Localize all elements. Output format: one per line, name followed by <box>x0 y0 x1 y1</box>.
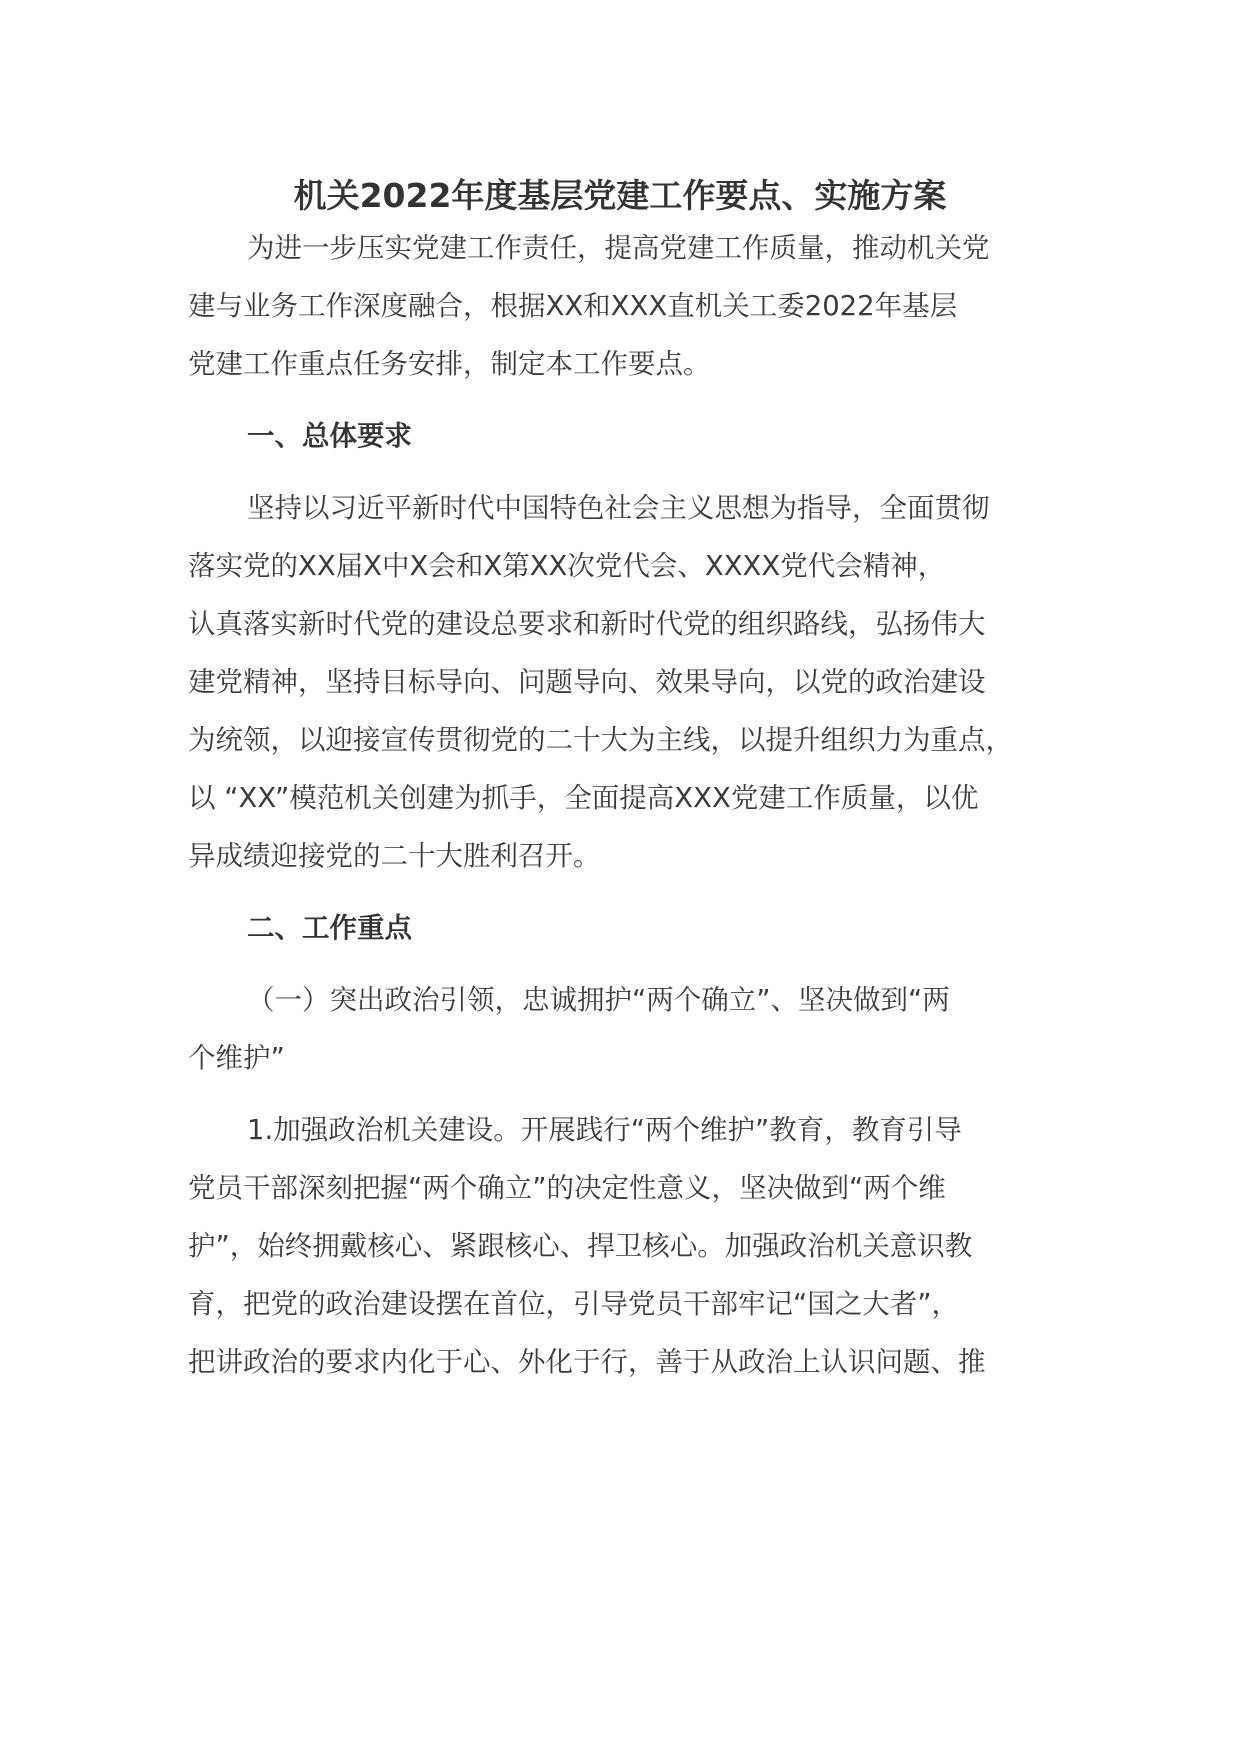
document-title: 机关2022年度基层党建工作要点、实施方案 <box>293 176 947 215</box>
item1-line-4: 育，把党的政治建设摆在首位，引导党员干部牢记“国之大者”， <box>188 1288 959 1320</box>
item1-line-5: 把讲政治的要求内化于心、外化于行，善于从政治上认识问题、推 <box>188 1346 986 1378</box>
subsection-1-line-1: （一）突出政治引领，忠诚拥护“两个确立”、坚决做到“两 <box>247 984 950 1016</box>
subsection-1-line-2: 个维护” <box>188 1042 285 1074</box>
section1-line-7: 异成绩迎接党的二十大胜利召开。 <box>188 840 601 872</box>
intro-line-2: 建与业务工作深度融合，根据XX和XXX直机关工委2022年基层 <box>188 290 958 322</box>
intro-line-3: 党建工作重点任务安排，制定本工作要点。 <box>188 348 711 380</box>
section1-line-1: 坚持以习近平新时代中国特色社会主义思想为指导，全面贯彻 <box>247 492 990 524</box>
section1-line-2: 落实党的XX届X中X会和X第XX次党代会、XXXX党代会精神， <box>188 550 946 582</box>
section1-line-6: 以 “XX”模范机关创建为抓手，全面提高XXX党建工作质量，以优 <box>188 782 979 814</box>
intro-line-1: 为进一步压实党建工作责任，提高党建工作质量，推动机关党 <box>247 232 990 264</box>
section-heading-work-priorities: 二、工作重点 <box>247 912 412 944</box>
section-heading-general-requirements: 一、总体要求 <box>247 420 412 452</box>
item1-line-2: 党员干部深刻把握“两个确立”的决定性意义，坚决做到“两个维 <box>188 1172 946 1204</box>
item1-line-3: 护”，始终拥戴核心、紧跟核心、捍卫核心。加强政治机关意识教 <box>188 1230 973 1262</box>
section1-line-5: 为统领，以迎接宣传贯彻党的二十大为主线，以提升组织力为重点， <box>188 724 1013 756</box>
section1-line-3: 认真落实新时代党的建设总要求和新时代党的组织路线，弘扬伟大 <box>188 608 986 640</box>
section1-line-4: 建党精神，坚持目标导向、问题导向、效果导向，以党的政治建设 <box>188 666 986 698</box>
item1-line-1: 1.加强政治机关建设。开展践行“两个维护”教育，教育引导 <box>247 1114 962 1146</box>
